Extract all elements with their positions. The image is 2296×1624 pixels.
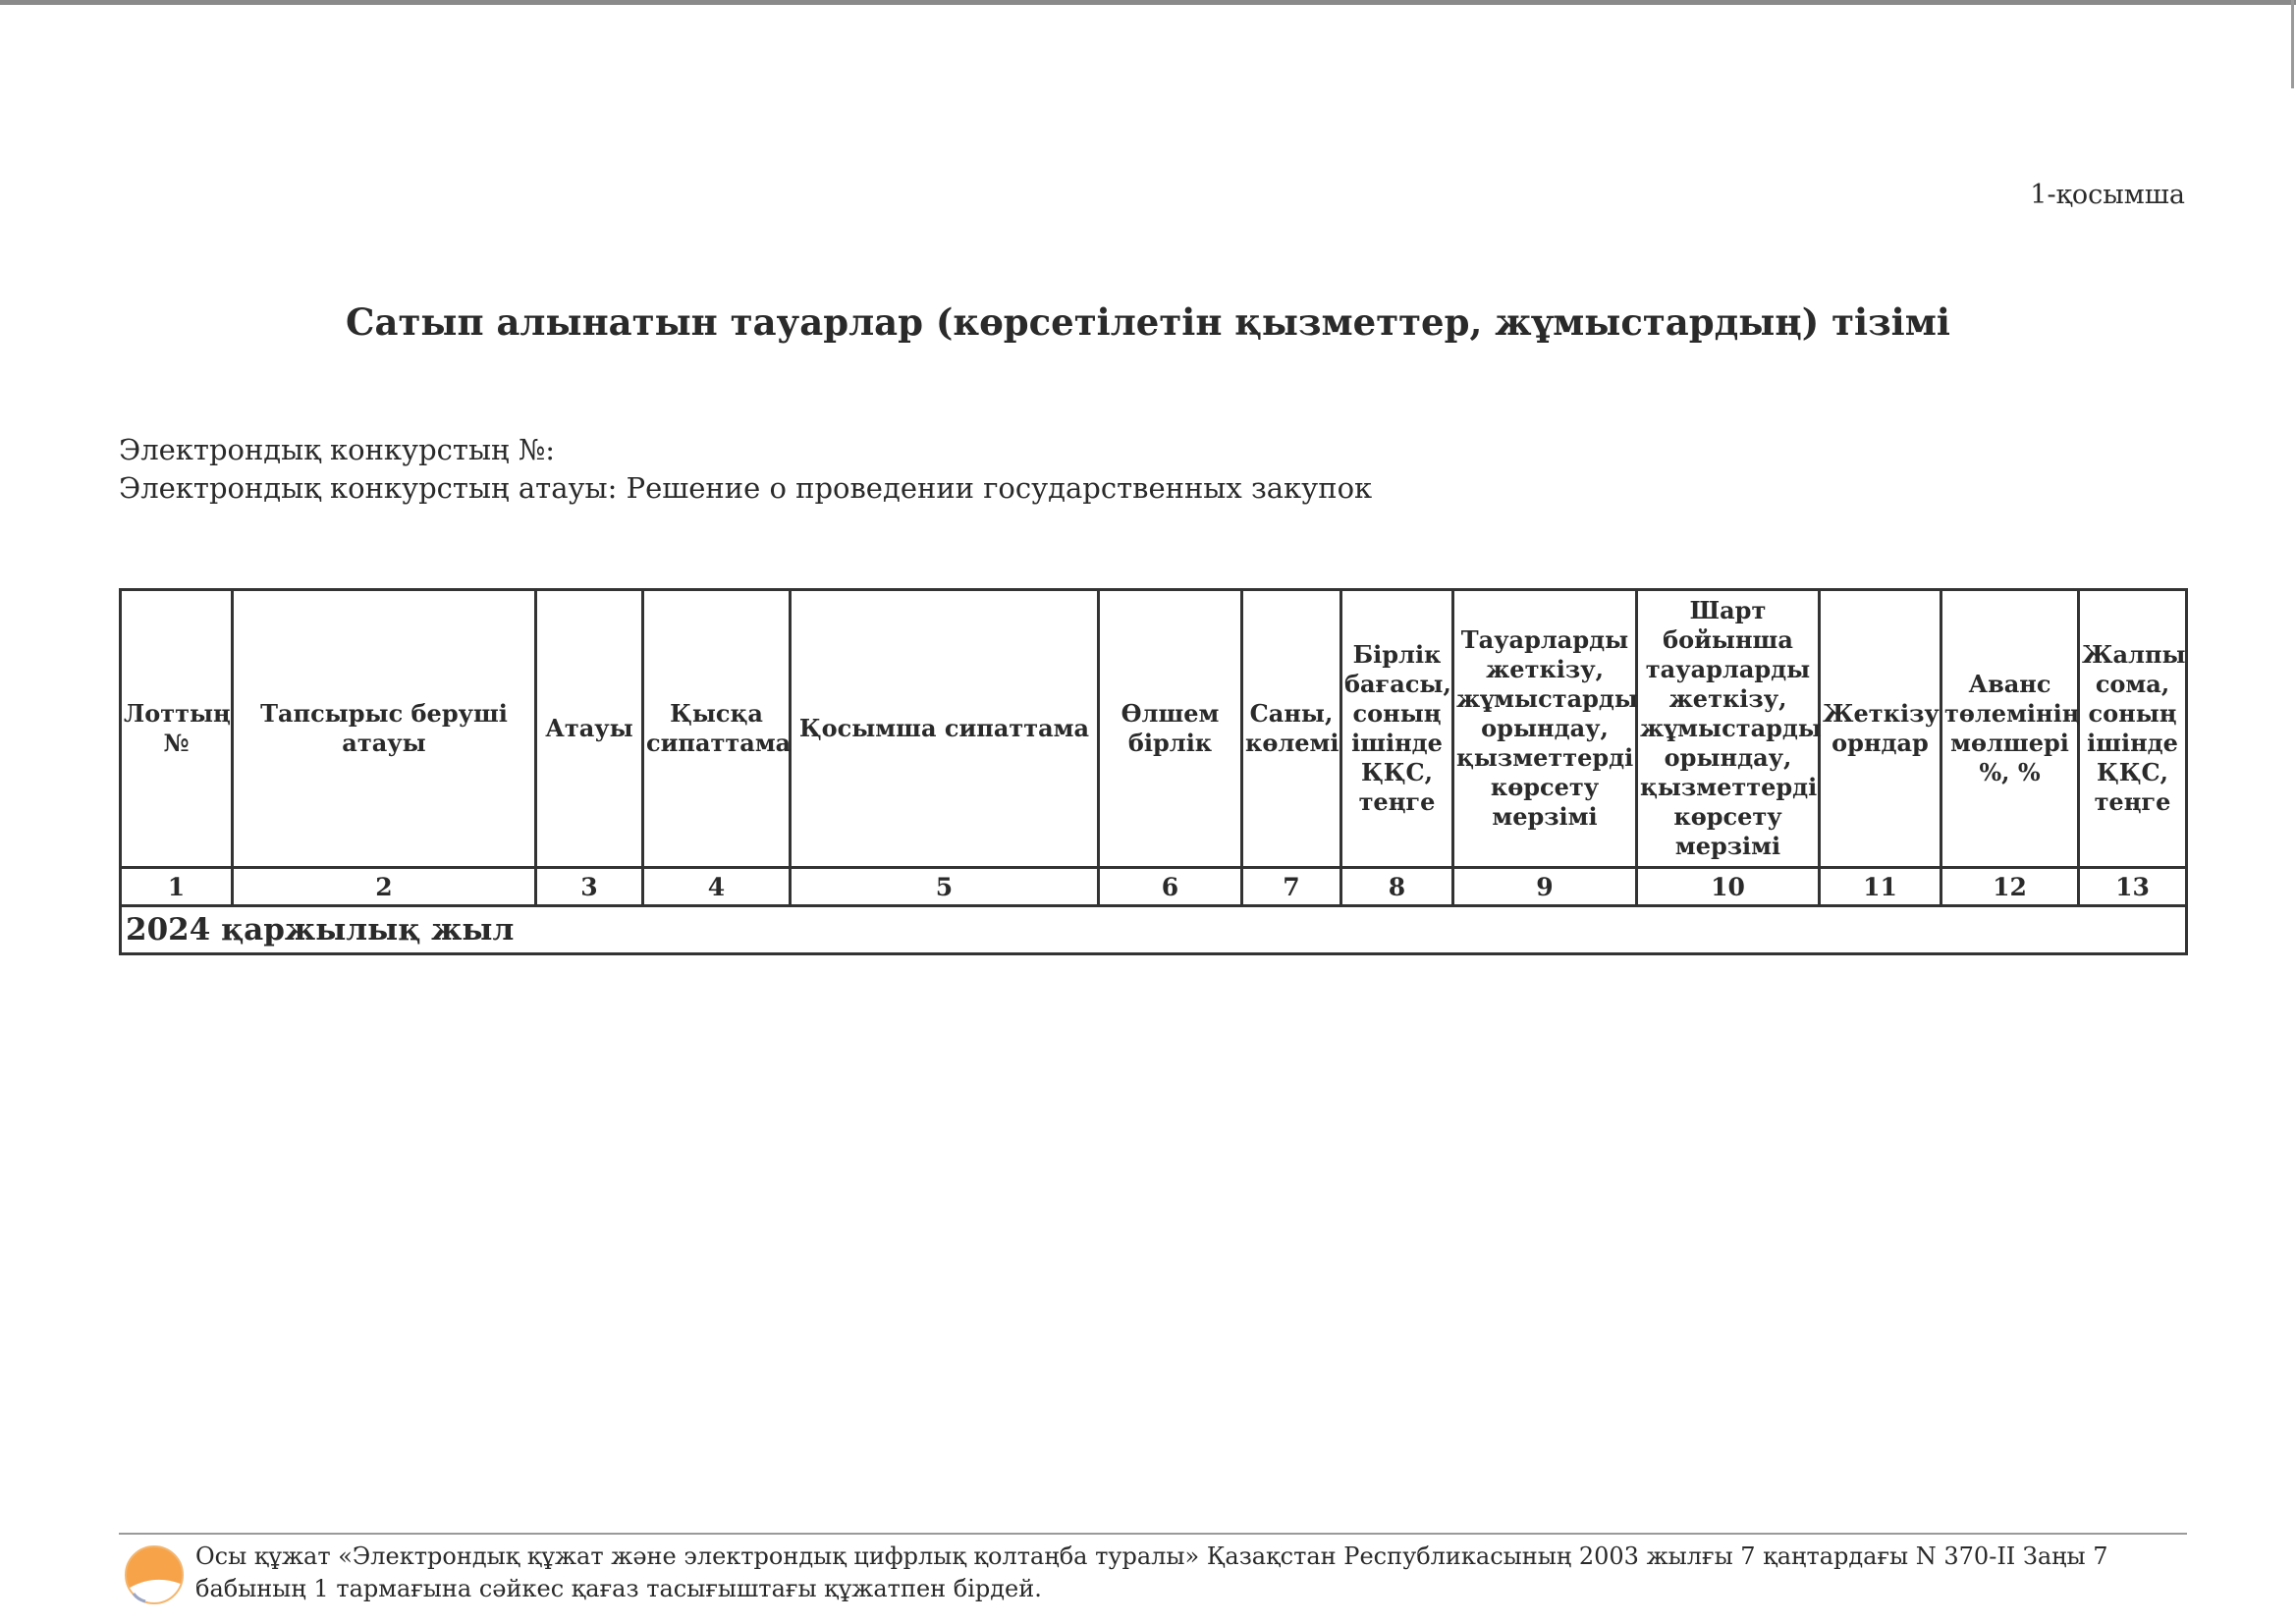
header-total-amount: Жалпы сома, соның ішінде ҚҚС, теңге <box>2079 590 2187 868</box>
column-number: 7 <box>1242 868 1341 906</box>
lots-table <box>119 588 2188 955</box>
header-short-description: Қысқа сипаттама <box>643 590 791 868</box>
header-quantity: Саны, көлемі <box>1242 590 1341 868</box>
column-number-row <box>121 868 2187 906</box>
header-unit: Өлшем бірлік <box>1099 590 1242 868</box>
table-header-row <box>121 590 2187 868</box>
header-delivery-term: Тауарларды жеткізу, жұмыстарды орындау, қызметтерді көрсету мерзімі <box>1453 590 1637 868</box>
column-number: 11 <box>1820 868 1941 906</box>
egov-seal-icon <box>124 1544 185 1605</box>
contest-number-line: Электрондық конкурстың №: <box>119 433 556 466</box>
header-name: Атауы <box>536 590 643 868</box>
footer-divider <box>119 1533 2187 1535</box>
column-number: 13 <box>2079 868 2187 906</box>
fiscal-year-label: 2024 қаржылық жыл <box>121 906 2187 954</box>
column-number: 1 <box>121 868 233 906</box>
column-number: 2 <box>233 868 536 906</box>
column-number: 4 <box>643 868 791 906</box>
column-number: 9 <box>1453 868 1637 906</box>
column-number: 10 <box>1637 868 1820 906</box>
year-row <box>121 906 2187 954</box>
appendix-label: 1-қосымша <box>2030 180 2185 210</box>
header-lot-number: Лоттың № <box>121 590 233 868</box>
header-advance-payment: Аванс төлемінің мөлшері %, % <box>1941 590 2079 868</box>
header-additional-description: Қосымша сипаттама <box>791 590 1099 868</box>
column-number: 8 <box>1341 868 1453 906</box>
column-number: 5 <box>791 868 1099 906</box>
header-delivery-places: Жеткізу орндар <box>1820 590 1941 868</box>
column-number: 3 <box>536 868 643 906</box>
header-customer-name: Тапсырыс беруші атауы <box>233 590 536 868</box>
scan-edge-right <box>2291 0 2294 88</box>
header-contract-delivery-term: Шарт бойынша тауарларды жеткізу, жұмыстарды орындау, қызметтерді көрсету мерзімі <box>1637 590 1820 868</box>
column-number: 12 <box>1941 868 2079 906</box>
footer-legal-note: Осы құжат «Электрондық құжат және электрондық цифрлық қолтаңба туралы» Қазақстан Республикасының 2003 жылғы 7 қаңтардағы N 370-II Заңы 7 бабының 1 тармағына сәйкес қағаз тасығыштағы құжатпен бірдей. <box>195 1543 2108 1602</box>
document-title: Сатып алынатын тауарлар (көрсетілетін қызметтер, жұмыстардың) тізімі <box>346 300 1950 344</box>
contest-name-line: Электрондық конкурстың атауы: Решение о проведении государственных закупок <box>119 471 1373 505</box>
header-unit-price: Бірлік бағасы, соның ішінде ҚҚС, теңге <box>1341 590 1453 868</box>
column-number: 6 <box>1099 868 1242 906</box>
scan-edge-top <box>0 0 2296 5</box>
